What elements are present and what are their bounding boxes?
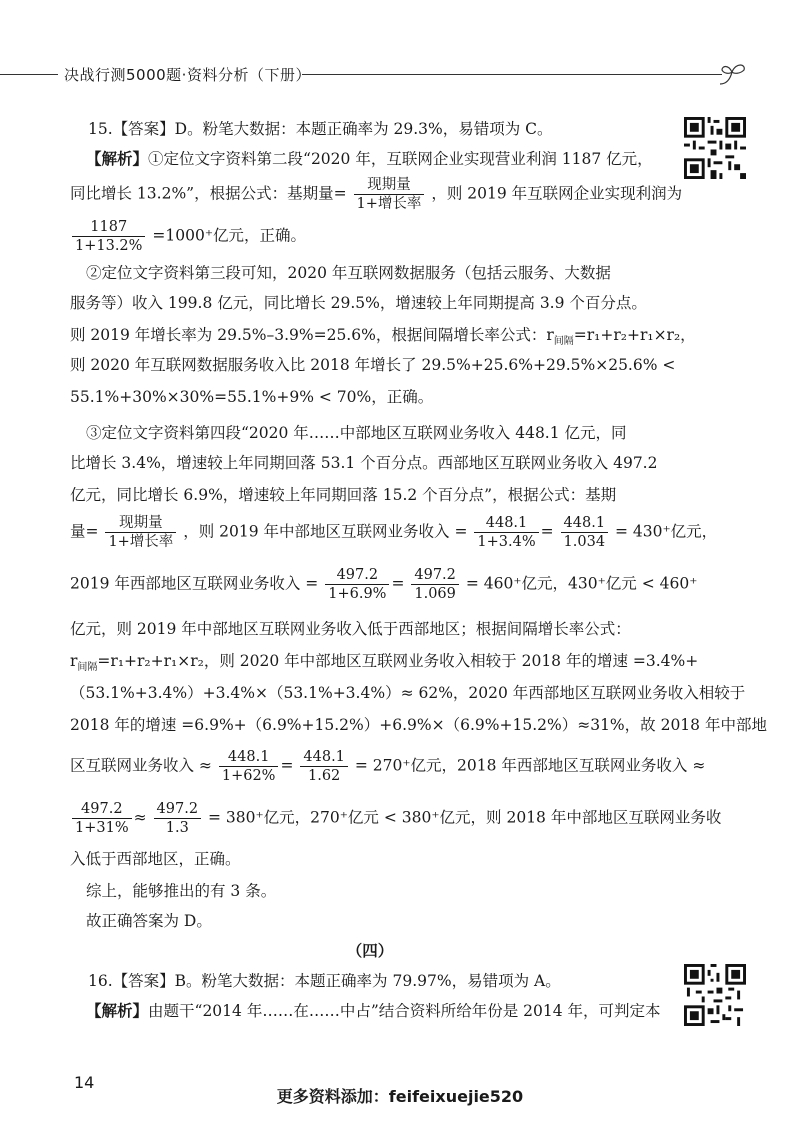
fraction-denominator: 1.034: [563, 534, 606, 550]
running-header: [0, 62, 800, 88]
q16-explain-tag: 【解析】: [86, 1001, 149, 1020]
fraction: [474, 514, 538, 551]
sprout-icon: [716, 60, 752, 88]
q16-line-1: [86, 1000, 661, 1022]
footer-note: 更多资料添加：feifeixuejie520: [276, 1087, 524, 1106]
q15-text-2a: 同比增长 13.2%”，根据公式：基期量=: [70, 184, 347, 203]
q15-text-1: ①定位文字资料第二段“2020 年，互联网企业实现营业利润 1187 亿元，: [148, 150, 653, 168]
q15-line-19: $\frac{497.2}{1+31\%}$ ≈ $\frac{497.2}{1.3}$ = 380⁺亿元，270⁺亿元 < 380⁺亿元，则 2018 年中部地区互联网业务收: [70, 800, 721, 837]
q16-answer-body: B。粉笔大数据：本题正确率为 79.97%，易错项为 A。: [174, 972, 561, 990]
q15-line-21: 综上，能够推出的有 3 条。: [86, 882, 277, 900]
fraction-numerator: 497.2: [411, 566, 459, 585]
q15-text-13b: = 460⁺亿元，430⁺亿元 < 460⁺: [465, 574, 698, 593]
q15-text-12b: ，则 2019 年中部地区互联网业务收入 =: [183, 522, 468, 541]
q15-text-18b: = 270⁺亿元，2018 年西部地区互联网业务收入 ≈: [354, 756, 706, 775]
header-rule-right: [302, 74, 722, 75]
subscript: 间隔: [553, 336, 574, 348]
q15-line-20: 入低于西部地区，正确。: [70, 850, 241, 868]
fraction-numerator: 448.1: [561, 514, 609, 533]
q15-text-6b: =r₁+r₂+r₁×r₂，: [573, 326, 696, 344]
subscript: 间隔: [77, 662, 98, 674]
q15-line-9: ③定位文字资料第四段“2020 年……中部地区互联网业务收入 448.1 亿元，同: [86, 424, 627, 442]
fraction: [154, 800, 202, 837]
formula-base-period: [105, 514, 176, 551]
fraction-denominator: 1+13.2%: [75, 238, 143, 254]
q15-line-22: 故正确答案为 D。: [86, 912, 212, 930]
q15-line-2: [70, 176, 682, 213]
q15-line-16: （53.1%+3.4%）+3.4%×（53.1%+3.4%）≈ 62%，2020 年西部地区互联网业务收入相较于: [70, 684, 746, 702]
q15-line-11: 亿元，同比增长 6.9%，增速较上年同期回落 15.2 个百分点”，根据公式：基期: [70, 486, 617, 504]
q15-text-19b: = 380⁺亿元，270⁺亿元 < 380⁺亿元，则 2018 年中部地区互联网业务收: [207, 808, 722, 827]
q15-line-4: ②定位文字资料第三段可知，2020 年互联网数据服务（包括云服务、大数据: [86, 264, 611, 282]
fraction-denominator: 1+62%: [221, 768, 276, 784]
qr-code-icon: [684, 117, 746, 179]
fraction: [72, 218, 145, 255]
header-title: 决战行测5000题·资料分析（下册）: [64, 66, 311, 84]
fraction-numerator: 497.2: [154, 800, 202, 819]
fraction: [561, 514, 609, 551]
q15-line-17: 2018 年的增速 =6.9%+（6.9%+15.2%）+6.9%×（6.9%+15.2%）≈31%，故 2018 年中部地: [70, 716, 767, 734]
q15-line-13: 2019 年西部地区互联网业务收入 = $\frac{497.2}{1+6.9\%}$ = $\frac{497.2}{1.069}$ = 460⁺亿元，430⁺亿元 < 460⁺: [70, 567, 698, 602]
qr-code-icon: [684, 964, 746, 1026]
fraction: [219, 748, 279, 785]
formula-base-period: [354, 176, 425, 213]
q15-line-12: 量= $\frac{\text{现期量}}{\text{1+增长率}}$ ，则 2019 年中部地区互联网业务收入 = $\frac{448.1}{1+3.4\%}$ = $\frac{448.1}{1.034}$ = 430⁺亿元，: [70, 515, 718, 550]
q15-text-13a: 2019 年西部地区互联网业务收入 =: [70, 574, 319, 593]
q15-text-15a: r: [70, 652, 78, 670]
fraction-numerator: 现期量: [354, 176, 425, 195]
fraction-numerator: 448.1: [474, 514, 538, 533]
q16-answer-prefix: 16.【答案】: [88, 972, 175, 990]
fraction: [325, 566, 389, 603]
q15-text-2b: ，则 2019 年互联网企业实现利润为: [431, 184, 683, 203]
q15-line-8: 55.1%+30%×30%=55.1%+9% < 70%，正确。: [70, 388, 434, 406]
q15-line-6: [70, 324, 696, 346]
fraction-denominator: 1+3.4%: [477, 534, 536, 550]
q15-text-6a: 则 2019 年增长率为 29.5%–3.9%=25.6%，根据间隔增长率公式：r: [70, 326, 554, 344]
q15-answer-body: D。粉笔大数据：本题正确率为 29.3%，易错项为 C。: [174, 120, 553, 138]
q15-line-3: [70, 218, 306, 255]
q15-line-14: 亿元，则 2019 年中部地区互联网业务收入低于西部地区；根据间隔增长率公式：: [70, 620, 631, 638]
q15-text-3b: =1000⁺亿元，正确。: [152, 226, 307, 245]
q15-text-18a: 区互联网业务收入 ≈: [70, 756, 212, 775]
fraction-numerator: 497.2: [325, 566, 389, 585]
fraction-denominator: 1+31%: [75, 820, 129, 836]
fraction-denominator: 1.3: [165, 820, 189, 836]
q15-explain-tag: 【解析】: [86, 149, 149, 168]
fraction: [411, 566, 459, 603]
fraction-denominator: 1+增长率: [108, 534, 174, 550]
q15-text-12c: = 430⁺亿元，: [615, 522, 718, 541]
fraction-denominator: 1.069: [414, 586, 456, 602]
fraction-denominator: 1.62: [308, 768, 341, 784]
page-number: 14: [74, 1073, 95, 1092]
fraction-numerator: 448.1: [219, 748, 279, 767]
fraction-denominator: 1+6.9%: [328, 586, 387, 602]
fraction-numerator: 448.1: [300, 748, 348, 767]
q15-answer-prefix: 15.【答案】: [88, 120, 175, 138]
fraction-denominator: 1+增长率: [356, 196, 422, 212]
section-heading: （四）: [346, 941, 394, 960]
fraction: [300, 748, 348, 785]
q15-line-18: 区互联网业务收入 ≈ $\frac{448.1}{1+62\%}$ = $\frac{448.1}{1.62}$ = 270⁺亿元，2018 年西部地区互联网业务收入 ≈: [70, 749, 706, 784]
q15-line-7: 则 2020 年互联网数据服务收入比 2018 年增长了 29.5%+25.6%+29.5%×25.6% <: [70, 356, 676, 374]
fraction-numerator: 497.2: [72, 800, 132, 819]
fraction-numerator: 1187: [72, 218, 145, 237]
q15-line-5: 服务等）收入 199.8 亿元，同比增长 29.5%，增速较上年同期提高 3.9 个百分点。: [70, 294, 647, 312]
q15-text-12a: 量=: [70, 522, 99, 541]
fraction: [72, 800, 132, 837]
q15-line-15: [70, 650, 698, 672]
header-rule-left: [0, 74, 58, 75]
q16-answer-line: [88, 970, 561, 992]
fraction-numerator: 现期量: [105, 514, 176, 533]
q16-text-1: 由题干“2014 年……在……中占”结合资料所给年份是 2014 年，可判定本: [148, 1002, 661, 1020]
q15-answer-line: [88, 118, 553, 140]
q15-line-10: 比增长 3.4%，增速较上年同期回落 53.1 个百分点。西部地区互联网业务收入 497.2: [70, 454, 658, 472]
q15-line-1: [86, 148, 653, 170]
q15-text-15b: =r₁+r₂+r₁×r₂，则 2020 年中部地区互联网业务收入相较于 2018 年的增速 =3.4%+: [97, 652, 699, 670]
